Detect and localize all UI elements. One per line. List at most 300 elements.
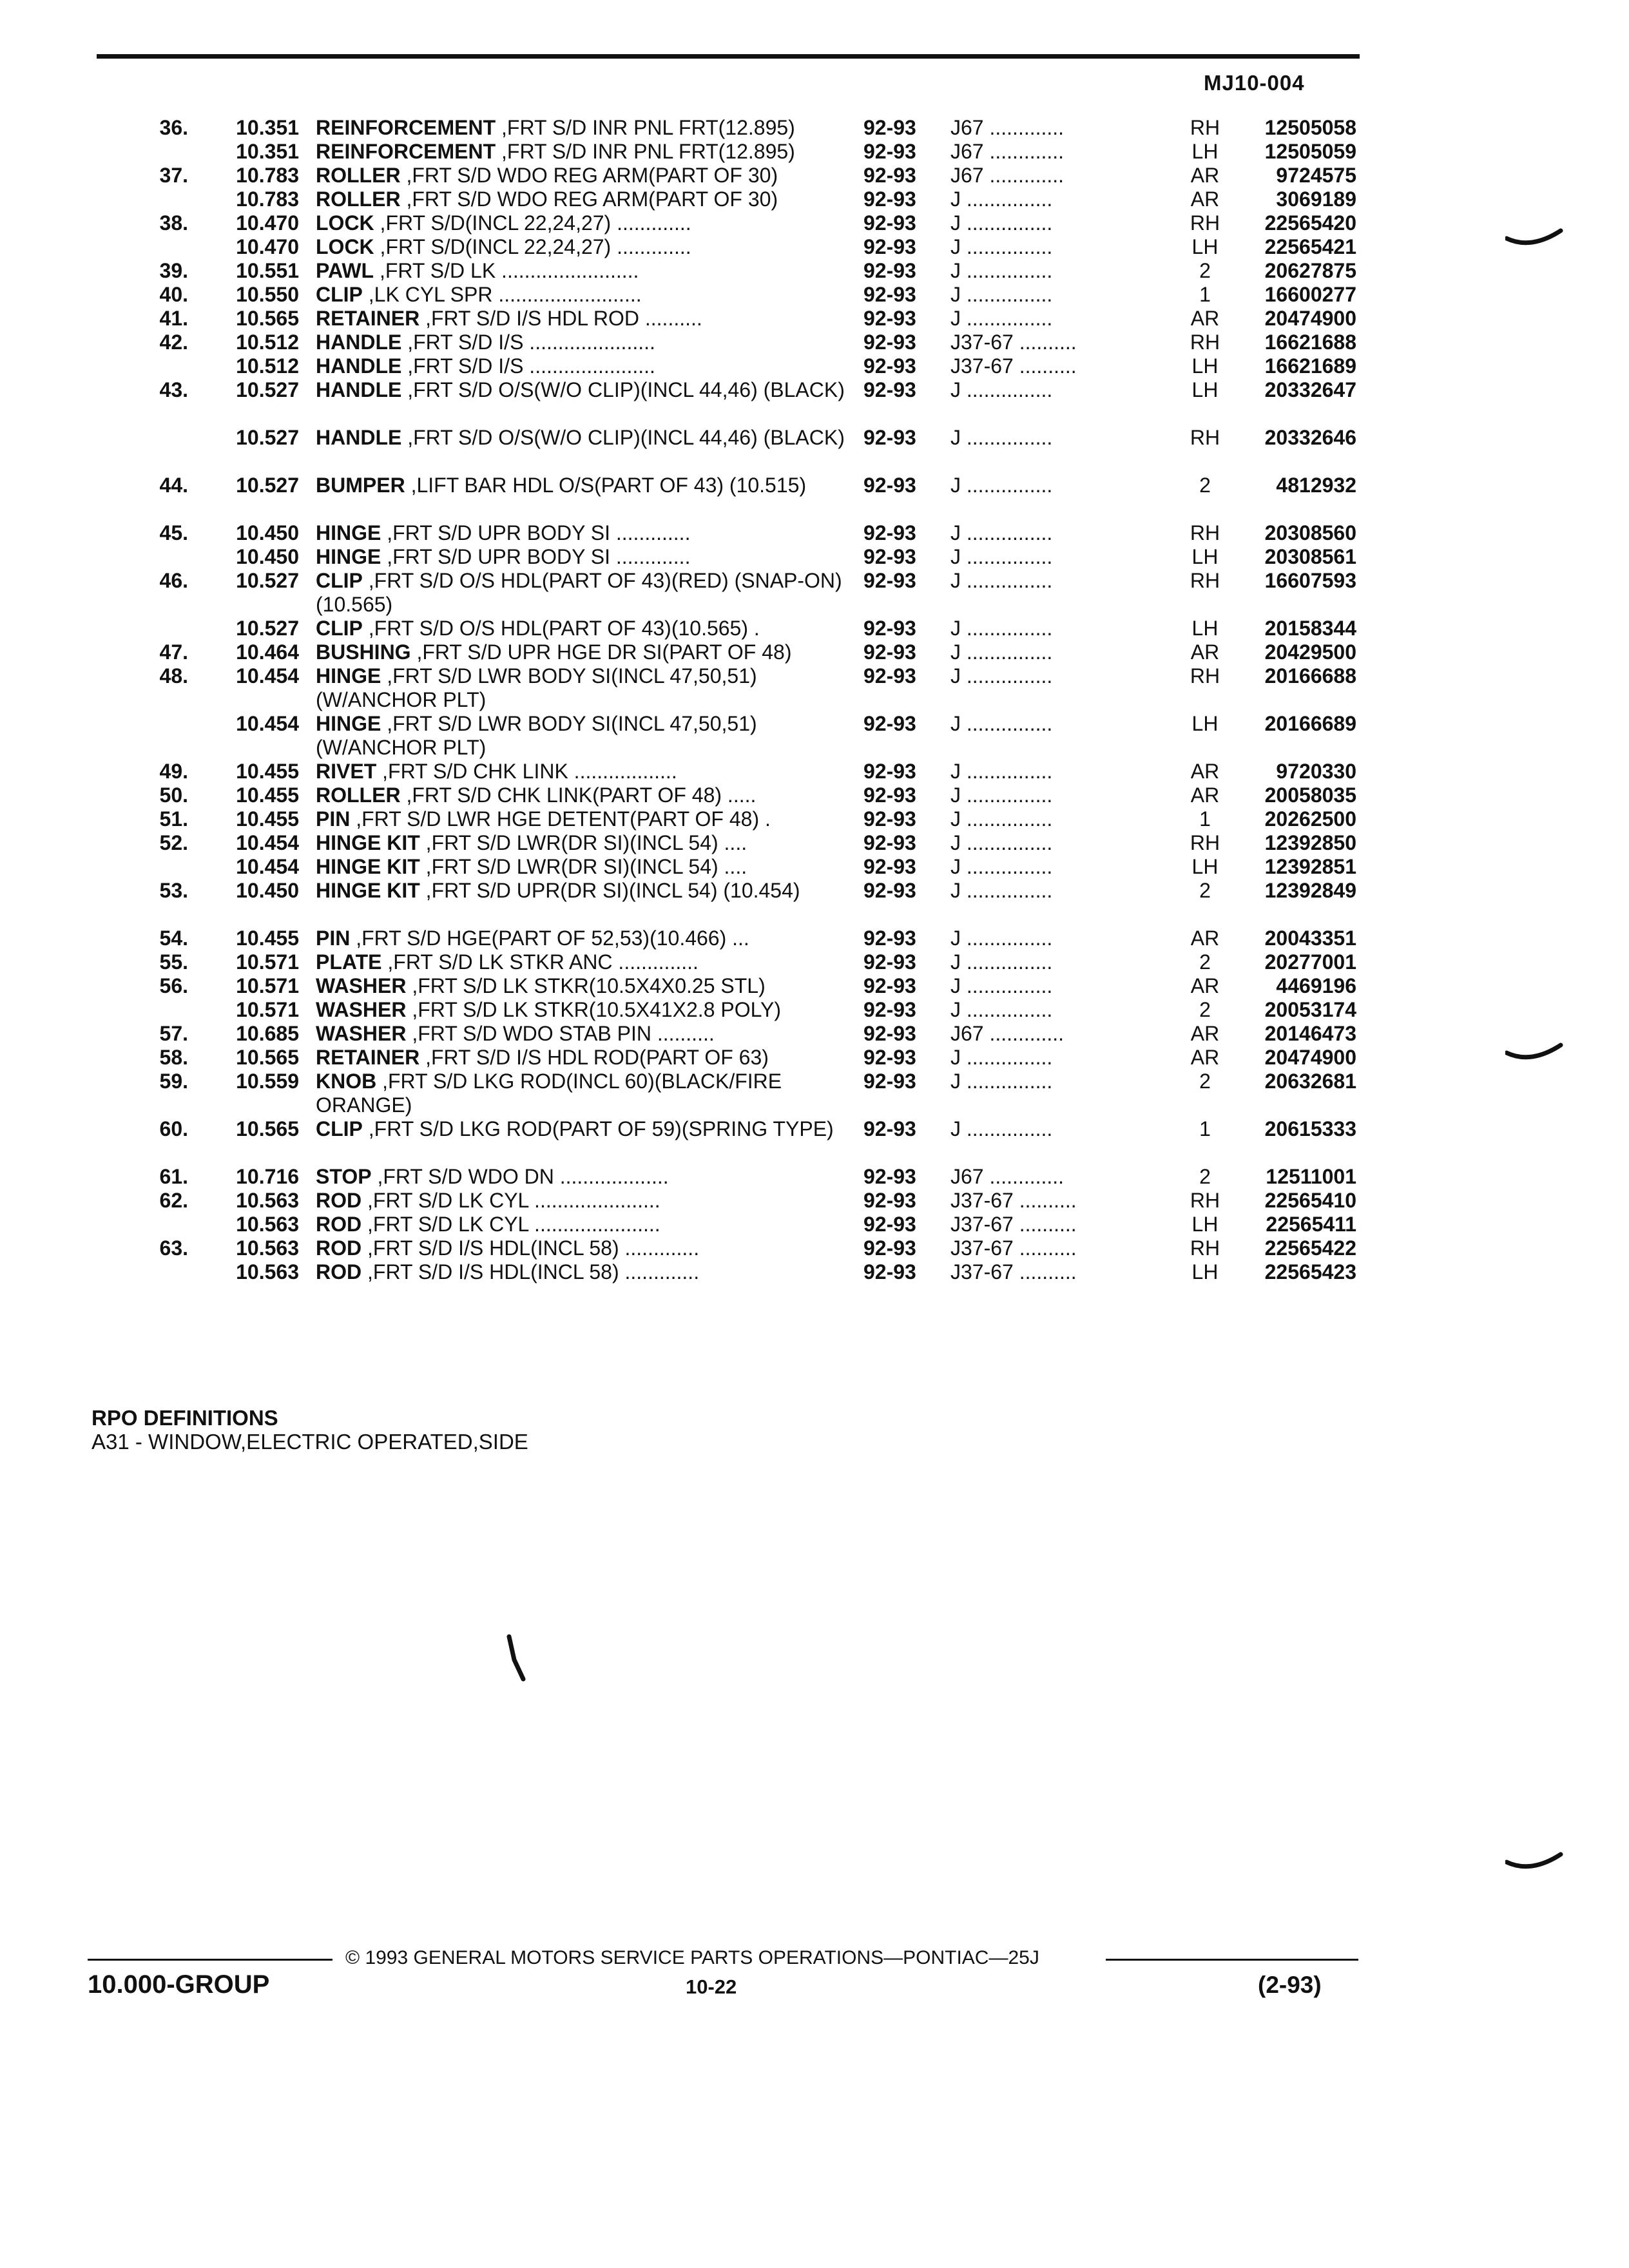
rpo-code: J ............... [950, 879, 1053, 902]
part-number: 16621689 [1264, 354, 1356, 378]
part-description [316, 283, 867, 307]
quantity-side: AR [1190, 974, 1220, 997]
part-number: 12505059 [1264, 140, 1356, 163]
part-detail: ,FRT S/D LK CYL [367, 1189, 529, 1212]
quantity-side: RH [1190, 1189, 1220, 1212]
rpo-code: J67 ............. [950, 164, 1065, 187]
scan-speck [504, 1634, 530, 1686]
part-number: 20166688 [1264, 664, 1356, 687]
group-number: 10.470 [236, 235, 299, 258]
part-name: PIN [316, 807, 351, 831]
part-number: 22565410 [1264, 1189, 1356, 1212]
part-name: WASHER [316, 998, 407, 1021]
rpo-code: J ............... [950, 235, 1053, 258]
quantity-side: 1 [1199, 807, 1211, 831]
part-number: 20053174 [1264, 998, 1356, 1021]
part-detail: ,FRT S/D WDO REG ARM(PART OF 30) [406, 164, 778, 187]
part-description [316, 950, 867, 974]
part-detail: ,FRT S/D HGE(PART OF 52,53)(10.466) [356, 927, 727, 950]
group-number: 10.565 [236, 307, 299, 330]
part-number: 20308560 [1264, 521, 1356, 544]
rpo-code: J37-67 .......... [950, 331, 1077, 354]
part-description [316, 664, 867, 712]
part-description [316, 116, 867, 140]
parts-row [0, 640, 1629, 664]
model-years: 92-93 [863, 1213, 916, 1236]
part-detail: ,FRT S/D LK STKR(10.5X4X0.25 STL) [412, 974, 766, 997]
part-number: 9724575 [1276, 164, 1356, 187]
part-number: 20632681 [1264, 1070, 1356, 1093]
quantity-side: RH [1190, 1236, 1220, 1260]
model-years: 92-93 [863, 879, 916, 902]
model-years: 92-93 [863, 521, 916, 544]
parts-row [0, 617, 1629, 640]
parts-row [0, 116, 1629, 140]
item-number: 56. [159, 974, 188, 997]
leader-dots: ........................ [496, 259, 639, 282]
part-name: ROLLER [316, 187, 401, 211]
part-detail: ,FRT S/D LK [379, 259, 496, 282]
group-number: 10.454 [236, 855, 299, 878]
part-description [316, 1236, 867, 1260]
parts-row [0, 1165, 1629, 1189]
part-detail: ,FRT S/D(INCL 22,24,27) [380, 235, 612, 258]
part-detail: ,FRT S/D UPR HGE DR SI(PART OF 48) [416, 640, 792, 664]
part-detail: ,FRT S/D I/S HDL(INCL 58) [367, 1260, 619, 1283]
leader-dots: ...................... [528, 1213, 660, 1236]
model-years: 92-93 [863, 354, 916, 378]
part-description [316, 1189, 867, 1213]
part-description [316, 640, 867, 664]
quantity-side: AR [1190, 164, 1220, 187]
part-name: HANDLE [316, 378, 402, 401]
part-detail: ,FRT S/D UPR BODY SI [387, 521, 610, 544]
parts-row [0, 211, 1629, 235]
part-number: 9720330 [1276, 760, 1356, 783]
quantity-side: LH [1191, 1260, 1219, 1283]
quantity-side: RH [1190, 426, 1220, 449]
part-name: HINGE [316, 712, 381, 735]
part-name: REINFORCEMENT [316, 140, 496, 163]
model-years: 92-93 [863, 116, 916, 139]
item-number: 54. [159, 927, 188, 950]
part-number: 20058035 [1264, 783, 1356, 807]
part-name: PLATE [316, 950, 382, 974]
parts-row [0, 1213, 1629, 1236]
parts-row [0, 569, 1629, 617]
leader-dots: ...................... [523, 354, 655, 378]
part-name: HINGE KIT [316, 855, 420, 878]
rpo-code: J ............... [950, 1070, 1053, 1093]
item-number: 37. [159, 164, 188, 187]
part-name: WASHER [316, 1022, 407, 1045]
part-number: 20332647 [1264, 378, 1356, 401]
part-description [316, 617, 867, 640]
leader-dots: ................... [554, 1165, 669, 1188]
part-detail: ,FRT S/D LWR HGE DETENT(PART OF 48) [356, 807, 760, 831]
leader-dots: ............. [619, 1236, 700, 1260]
parts-row [0, 927, 1629, 950]
quantity-side: LH [1191, 354, 1219, 378]
group-number: 10.464 [236, 640, 299, 664]
part-detail: ,FRT S/D I/S HDL ROD(PART OF 63) [425, 1046, 769, 1069]
leader-dots: ............. [610, 521, 691, 544]
part-detail: ,FRT S/D LWR(DR SI)(INCL 54) [425, 855, 718, 878]
model-years: 92-93 [863, 617, 916, 640]
parts-list [0, 116, 1629, 1284]
parts-row [0, 831, 1629, 855]
model-years: 92-93 [863, 831, 916, 854]
parts-row [0, 1260, 1629, 1284]
part-number: 20474900 [1264, 307, 1356, 330]
binder-hole-mark-1 [1505, 219, 1563, 251]
leader-dots: . [759, 807, 771, 831]
part-description [316, 307, 867, 331]
part-description [316, 259, 867, 283]
model-years: 92-93 [863, 783, 916, 807]
footer-date: (2-93) [1258, 1972, 1322, 1998]
parts-row [0, 545, 1629, 569]
part-description [316, 1117, 867, 1141]
part-detail: ,FRT S/D CHK LINK [382, 760, 568, 783]
model-years: 92-93 [863, 426, 916, 449]
parts-row [0, 283, 1629, 307]
model-years: 92-93 [863, 187, 916, 211]
group-number: 10.571 [236, 998, 299, 1021]
part-detail: ,FRT S/D LK STKR ANC [387, 950, 613, 974]
quantity-side: RH [1190, 569, 1220, 592]
top-rule [97, 54, 1360, 59]
group-number: 10.351 [236, 140, 299, 163]
part-description [316, 1165, 867, 1189]
group-number: 10.454 [236, 831, 299, 854]
group-number: 10.455 [236, 760, 299, 783]
parts-row [0, 950, 1629, 974]
rpo-definition-a31: A31 - WINDOW,ELECTRIC OPERATED,SIDE [92, 1430, 528, 1454]
item-number: 44. [159, 474, 188, 497]
leader-dots: ...................... [523, 331, 655, 354]
model-years: 92-93 [863, 1117, 916, 1140]
part-detail: ,FRT S/D LKG ROD(PART OF 59)(SPRING TYPE) [368, 1117, 834, 1140]
group-number: 10.455 [236, 927, 299, 950]
part-description [316, 712, 867, 760]
part-name: ROLLER [316, 783, 401, 807]
quantity-side: RH [1190, 521, 1220, 544]
part-detail: ,FRT S/D O/S HDL(PART OF 43)(10.565) [368, 617, 748, 640]
document-code: MJ10-004 [1204, 71, 1305, 95]
rpo-code: J37-67 .......... [950, 1189, 1077, 1212]
quantity-side: LH [1191, 855, 1219, 878]
item-number: 50. [159, 783, 188, 807]
part-detail: ,FRT S/D LWR BODY SI(INCL 47,50,51) (W/ANCHOR PLT) [316, 712, 757, 759]
group-number: 10.512 [236, 331, 299, 354]
parts-row [0, 783, 1629, 807]
part-detail: ,FRT S/D UPR BODY SI [387, 545, 610, 568]
parts-row [0, 331, 1629, 354]
leader-dots: ............. [611, 211, 691, 235]
footer-group: 10.000-GROUP [88, 1970, 270, 1999]
item-number: 49. [159, 760, 188, 783]
model-years: 92-93 [863, 1022, 916, 1045]
group-number: 10.454 [236, 664, 299, 687]
footer-copyright: © 1993 GENERAL MOTORS SERVICE PARTS OPERATIONS—PONTIAC—25J [345, 1947, 1039, 1968]
part-detail: ,FRT S/D O/S(W/O CLIP)(INCL 44,46) (BLACK) [407, 378, 845, 401]
model-years: 92-93 [863, 378, 916, 401]
part-name: LOCK [316, 211, 374, 235]
part-number: 12392851 [1264, 855, 1356, 878]
quantity-side: 2 [1199, 259, 1211, 282]
rpo-code: J ............... [950, 283, 1053, 306]
rpo-code: J67 ............. [950, 140, 1065, 163]
part-name: HINGE [316, 545, 381, 568]
model-years: 92-93 [863, 331, 916, 354]
part-name: HINGE KIT [316, 879, 420, 902]
part-detail: ,FRT S/D WDO DN [377, 1165, 554, 1188]
model-years: 92-93 [863, 283, 916, 306]
rpo-code: J ............... [950, 927, 1053, 950]
part-name: ROD [316, 1213, 362, 1236]
part-detail: ,FRT S/D LWR BODY SI(INCL 47,50,51) (W/ANCHOR PLT) [316, 664, 757, 711]
model-years: 92-93 [863, 307, 916, 330]
rpo-code: J ............... [950, 307, 1053, 330]
part-name: RETAINER [316, 1046, 420, 1069]
part-name: CLIP [316, 1117, 363, 1140]
rpo-code: J ............... [950, 1117, 1053, 1140]
quantity-side: LH [1191, 617, 1219, 640]
model-years: 92-93 [863, 927, 916, 950]
part-number: 20262500 [1264, 807, 1356, 831]
rpo-code: J37-67 .......... [950, 1236, 1077, 1260]
part-description [316, 760, 867, 783]
part-name: RETAINER [316, 307, 420, 330]
group-number: 10.454 [236, 712, 299, 735]
quantity-side: AR [1190, 760, 1220, 783]
rpo-code: J ............... [950, 545, 1053, 568]
part-name: CLIP [316, 283, 363, 306]
footer-rule-right [1106, 1959, 1358, 1961]
item-number: 51. [159, 807, 188, 831]
model-years: 92-93 [863, 140, 916, 163]
part-detail: ,FRT S/D I/S HDL ROD [425, 307, 639, 330]
item-number: 36. [159, 116, 188, 139]
item-number: 40. [159, 283, 188, 306]
group-number: 10.455 [236, 807, 299, 831]
parts-row [0, 521, 1629, 545]
group-number: 10.559 [236, 1070, 299, 1093]
quantity-side: AR [1190, 783, 1220, 807]
item-number: 48. [159, 664, 188, 687]
quantity-side: LH [1191, 712, 1219, 735]
leader-dots: . [748, 617, 760, 640]
leader-dots: ...................... [528, 1189, 660, 1212]
item-number: 42. [159, 331, 188, 354]
rpo-code: J ............... [950, 950, 1053, 974]
rpo-code: J37-67 .......... [950, 354, 1077, 378]
part-detail: ,FRT S/D LK STKR(10.5X41X2.8 POLY) [412, 998, 782, 1021]
part-name: BUMPER [316, 474, 405, 497]
rpo-code: J ............... [950, 426, 1053, 449]
group-number: 10.470 [236, 211, 299, 235]
leader-dots: .................. [568, 760, 677, 783]
part-detail: ,FRT S/D WDO REG ARM(PART OF 30) [406, 187, 778, 211]
group-number: 10.716 [236, 1165, 299, 1188]
rpo-definitions-title: RPO DEFINITIONS [92, 1406, 278, 1430]
part-detail: ,LK CYL SPR [368, 283, 493, 306]
part-description [316, 545, 867, 569]
part-description [316, 378, 867, 402]
parts-row [0, 426, 1629, 474]
part-detail: ,FRT S/D O/S(W/O CLIP)(INCL 44,46) (BLACK) [407, 426, 845, 449]
part-number: 20277001 [1264, 950, 1356, 974]
parts-row [0, 1022, 1629, 1046]
part-name: HANDLE [316, 354, 402, 378]
item-number: 60. [159, 1117, 188, 1140]
part-description [316, 1046, 867, 1070]
part-number: 20627875 [1264, 259, 1356, 282]
part-description [316, 164, 867, 187]
part-description [316, 569, 867, 617]
model-years: 92-93 [863, 211, 916, 235]
item-number: 58. [159, 1046, 188, 1069]
leader-dots: ............. [619, 1260, 700, 1283]
part-number: 20474900 [1264, 1046, 1356, 1069]
group-number: 10.685 [236, 1022, 299, 1045]
part-name: LOCK [316, 235, 374, 258]
group-number: 10.563 [236, 1260, 299, 1283]
part-detail: ,FRT S/D LWR(DR SI)(INCL 54) [425, 831, 718, 854]
leader-dots: .............. [612, 950, 699, 974]
quantity-side: AR [1190, 1046, 1220, 1069]
part-number: 12392849 [1264, 879, 1356, 902]
model-years: 92-93 [863, 950, 916, 974]
part-number: 20146473 [1264, 1022, 1356, 1045]
item-number: 53. [159, 879, 188, 902]
part-name: BUSHING [316, 640, 411, 664]
item-number: 62. [159, 1189, 188, 1212]
part-detail: ,FRT S/D LKG ROD(INCL 60)(BLACK/FIRE ORANGE) [316, 1070, 782, 1117]
part-name: HINGE [316, 521, 381, 544]
parts-row [0, 354, 1629, 378]
model-years: 92-93 [863, 974, 916, 997]
part-number: 22565411 [1266, 1213, 1356, 1236]
leader-dots: .......... [639, 307, 702, 330]
rpo-code: J37-67 .......... [950, 1260, 1077, 1283]
rpo-code: J ............... [950, 569, 1053, 592]
parts-row [0, 664, 1629, 712]
quantity-side: 2 [1199, 1165, 1211, 1188]
item-number: 52. [159, 831, 188, 854]
rpo-code: J ............... [950, 211, 1053, 235]
group-number: 10.563 [236, 1189, 299, 1212]
part-description [316, 1022, 867, 1046]
part-detail: ,FRT S/D I/S [407, 354, 524, 378]
rpo-code: J67 ............. [950, 1165, 1065, 1188]
model-years: 92-93 [863, 569, 916, 592]
parts-row [0, 164, 1629, 187]
quantity-side: AR [1190, 187, 1220, 211]
quantity-side: RH [1190, 664, 1220, 687]
quantity-side: 2 [1199, 879, 1211, 902]
part-name: KNOB [316, 1070, 377, 1093]
part-description [316, 474, 867, 497]
quantity-side: 2 [1199, 998, 1211, 1021]
quantity-side: RH [1190, 831, 1220, 854]
part-name: ROD [316, 1189, 362, 1212]
model-years: 92-93 [863, 259, 916, 282]
part-name: PIN [316, 927, 351, 950]
part-name: CLIP [316, 569, 363, 592]
rpo-code: J ............... [950, 807, 1053, 831]
quantity-side: RH [1190, 116, 1220, 139]
model-years: 92-93 [863, 1165, 916, 1188]
rpo-code: J ............... [950, 760, 1053, 783]
part-number: 22565421 [1264, 235, 1356, 258]
rpo-code: J67 ............. [950, 116, 1065, 139]
model-years: 92-93 [863, 474, 916, 497]
model-years: 92-93 [863, 1070, 916, 1093]
quantity-side: RH [1190, 331, 1220, 354]
item-number: 63. [159, 1236, 188, 1260]
binder-hole-mark-3 [1505, 1843, 1563, 1875]
rpo-code: J ............... [950, 640, 1053, 664]
model-years: 92-93 [863, 640, 916, 664]
quantity-side: LH [1191, 378, 1219, 401]
rpo-code: J ............... [950, 259, 1053, 282]
part-number: 22565423 [1264, 1260, 1356, 1283]
part-number: 16607593 [1264, 569, 1356, 592]
part-name: RIVET [316, 760, 377, 783]
model-years: 92-93 [863, 235, 916, 258]
part-number: 16600277 [1264, 283, 1356, 306]
item-number: 61. [159, 1165, 188, 1188]
parts-row [0, 974, 1629, 998]
parts-row [0, 259, 1629, 283]
part-name: HANDLE [316, 426, 402, 449]
rpo-code: J67 ............. [950, 1022, 1065, 1045]
group-number: 10.450 [236, 521, 299, 544]
part-description [316, 521, 867, 545]
group-number: 10.527 [236, 474, 299, 497]
part-number: 22565420 [1264, 211, 1356, 235]
part-number: 20308561 [1264, 545, 1356, 568]
quantity-side: 1 [1199, 283, 1211, 306]
item-number: 59. [159, 1070, 188, 1093]
part-number: 20429500 [1264, 640, 1356, 664]
part-detail: ,LIFT BAR HDL O/S(PART OF 43) (10.515) [410, 474, 807, 497]
group-number: 10.527 [236, 617, 299, 640]
part-description [316, 1070, 867, 1117]
item-number: 57. [159, 1022, 188, 1045]
part-number: 20158344 [1264, 617, 1356, 640]
group-number: 10.550 [236, 283, 299, 306]
model-years: 92-93 [863, 664, 916, 687]
item-number: 43. [159, 378, 188, 401]
item-number: 46. [159, 569, 188, 592]
item-number: 38. [159, 211, 188, 235]
part-detail: ,FRT S/D UPR(DR SI)(INCL 54) (10.454) [425, 879, 800, 902]
group-number: 10.450 [236, 879, 299, 902]
leader-dots: .... [718, 831, 747, 854]
part-description [316, 187, 867, 211]
item-number: 47. [159, 640, 188, 664]
quantity-side: LH [1191, 545, 1219, 568]
part-detail: ,FRT S/D I/S [407, 331, 524, 354]
group-number: 10.563 [236, 1236, 299, 1260]
part-name: HANDLE [316, 331, 402, 354]
quantity-side: AR [1190, 927, 1220, 950]
part-description [316, 783, 867, 807]
parts-row [0, 307, 1629, 331]
